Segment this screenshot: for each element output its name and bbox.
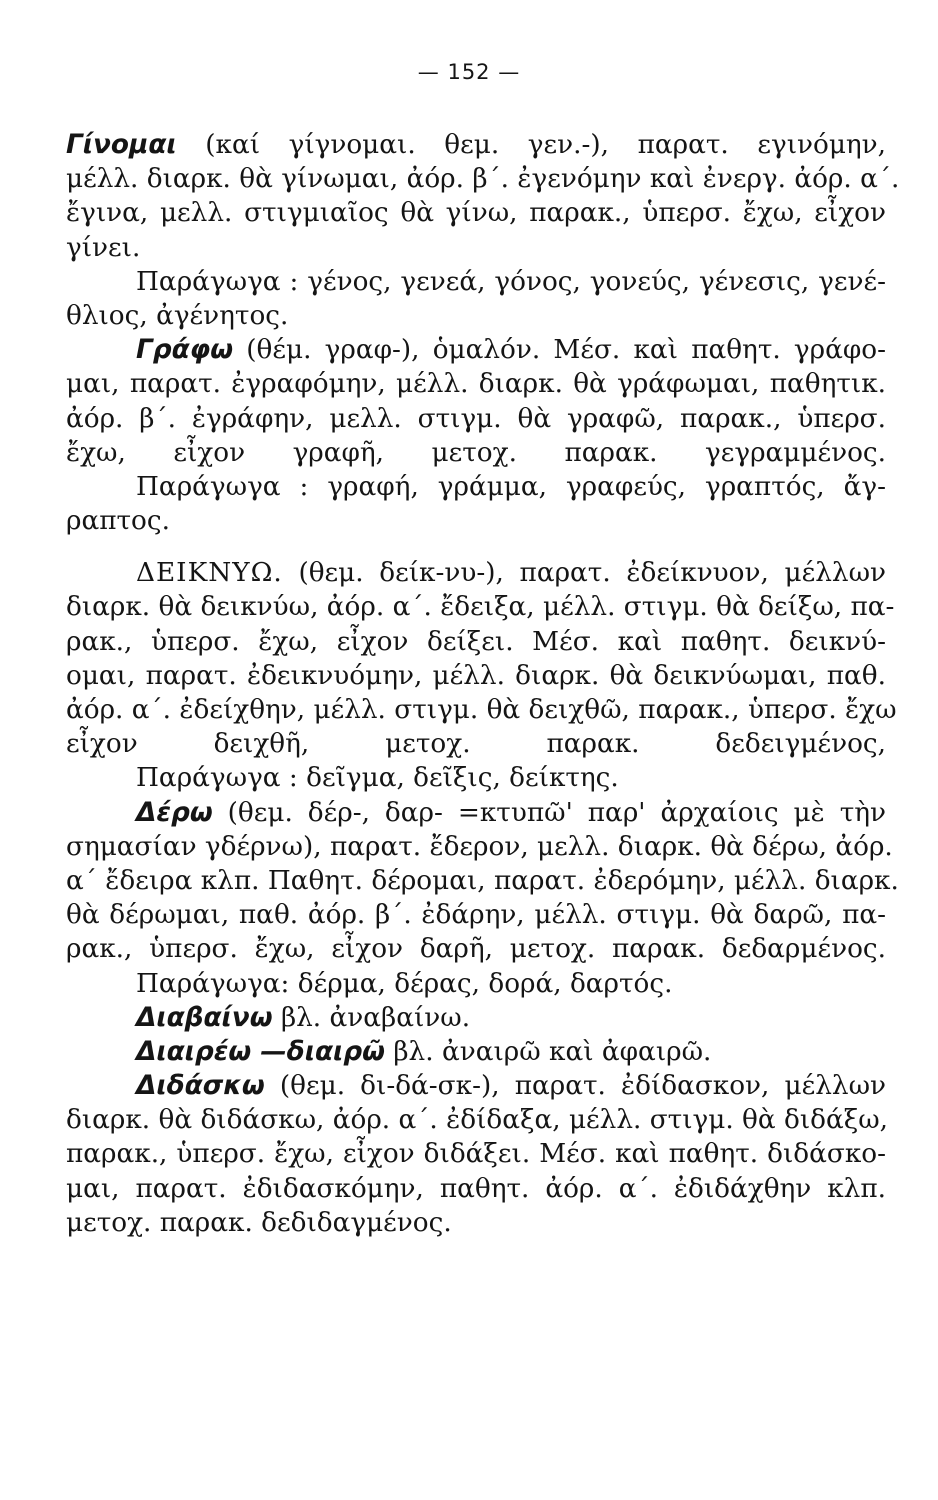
text-line	[66, 727, 886, 761]
headword: Διαβαίνω	[136, 1002, 273, 1033]
line-text: διαρκ. θὰ διδάσκω, ἀόρ. α΄. ἐδίδαξα, μέλλ. στιγμ. θὰ διδάξω,	[66, 1105, 889, 1136]
line-text: μέλλ. διαρκ. θὰ γίνωμαι, ἀόρ. β΄. ἐγενόμην καὶ ἐνεργ. ἀόρ. α΄.	[66, 164, 900, 195]
line-text: ἀόρ. β΄. ἐγράφην, μελλ. στιγμ. θὰ γραφῶ, παρακ., ὑπερσ.	[66, 403, 886, 434]
line-text: θὰ δέρωμαι, παθ. ἀόρ. β΄. ἐδάρην, μέλλ. στιγμ. θὰ δαρῶ, πα-	[66, 900, 886, 931]
line-text: εἶχον δειχθῆ, μετοχ. παρακ. δεδειγμένος,	[66, 729, 886, 760]
text-line	[66, 1206, 886, 1240]
line-text: Παράγωγα : δεῖγμα, δεῖξις, δείκτης.	[136, 763, 619, 794]
line-text: γίνει.	[66, 232, 141, 263]
text-line	[66, 162, 900, 196]
text-line	[66, 1103, 889, 1137]
line-text: ρακ., ὑπερσ. ἔχω, εἶχον δείξει. Μέσ. καὶ παθητ. δεικνύ-	[66, 626, 886, 657]
line-text: (καί γίγνομαι. θεμ. γεν.-), παρατ. εγινόμην,	[205, 130, 887, 160]
line-text: (θέμ. γραφ-), ὁμαλόν. Μέσ. καὶ παθητ. γράφο-	[246, 335, 886, 366]
text-line	[66, 625, 886, 659]
text-line	[66, 265, 886, 299]
text-line	[66, 128, 886, 162]
line-text: (θεμ. δέρ-, δαρ- =κτυπῶ' παρ' ἀρχαίοις μὲ τὴν	[227, 797, 887, 828]
text-line	[66, 556, 886, 590]
text-line	[66, 967, 886, 1001]
text-line	[66, 1001, 886, 1035]
line-text: Παράγωγα : γραφή, γράμμα, γραφεύς, γραπτός, ἄγ-	[136, 471, 886, 502]
text-line	[66, 402, 886, 436]
text-line	[66, 504, 886, 538]
text-line	[66, 1035, 886, 1069]
line-text: σημασίαν γδέρνω), παρατ. ἔδερον, μελλ. διαρκ. θὰ δέρω, ἀόρ.	[66, 831, 893, 862]
headword: Γίνομαι	[66, 130, 177, 160]
line-text: μετοχ. παρακ. δεδιδαγμένος.	[66, 1207, 452, 1238]
text-line	[66, 590, 895, 624]
text-line	[66, 898, 886, 932]
text-line	[66, 231, 886, 265]
line-text: μαι, παρατ. ἐγραφόμην, μέλλ. διαρκ. θὰ γράφωμαι, παθητικ.	[66, 369, 886, 400]
headword: Διδάσκω	[136, 1071, 265, 1102]
line-text: ἔγινα, μελλ. στιγμιαῖος θὰ γίνω, παρακ., ὑπερσ. ἔχω, εἶχον	[66, 198, 886, 229]
dictionary-entry	[66, 796, 899, 1001]
line-text: (θεμ. δείκ-νυ-), παρατ. ἐδείκνυον, μέλλων	[298, 558, 886, 589]
headword: Γράφω	[136, 335, 234, 366]
line-text: α΄ ἔδειρα κλπ. Παθητ. δέρομαι, παρατ. ἐδερόμην, μέλλ. διαρκ.	[66, 865, 899, 896]
text-line	[66, 470, 886, 504]
headword: Δέρω	[136, 797, 213, 828]
text-line	[66, 659, 886, 693]
line-text: μαι, παρατ. ἐδιδασκόμην, παθητ. ἀόρ. α΄. ἐδιδάχθην κλπ.	[66, 1173, 886, 1204]
text-line	[66, 1137, 886, 1171]
text-line	[66, 196, 886, 230]
headword-caps: ΔΕΙΚΝΥΩ.	[136, 558, 283, 589]
text-line	[66, 932, 886, 966]
text-line	[66, 796, 886, 830]
text-line	[66, 436, 886, 470]
line-text: διαρκ. θὰ δεικνύω, ἀόρ. α΄. ἔδειξα, μέλλ. στιγμ. θὰ δείξω, πα-	[66, 592, 895, 623]
text-line	[66, 367, 886, 401]
text-line	[66, 864, 899, 898]
text-line	[66, 693, 897, 727]
text-line	[66, 1069, 886, 1103]
line-text: ρακ., ὑπερσ. ἔχω, εἶχον δαρῆ, μετοχ. παρακ. δεδαρμένος.	[66, 934, 886, 965]
line-text: Παράγωγα: δέρμα, δέρας, δορά, δαρτός.	[136, 968, 673, 999]
page-number: — 152 —	[417, 60, 521, 84]
headword: Διαιρέω —διαιρῶ	[136, 1036, 385, 1067]
dictionary-entry	[66, 1069, 889, 1240]
text-line	[66, 1172, 886, 1206]
line-text: ἀόρ. α΄. ἐδείχθην, μέλλ. στιγμ. θὰ δειχθῶ, παρακ., ὑπερσ. ἔχω	[66, 695, 897, 725]
line-text: παρακ., ὑπερσ. ἔχω, εἶχον διδάξει. Μέσ. καὶ παθητ. διδάσκο-	[66, 1139, 886, 1170]
text-line	[66, 333, 886, 367]
text-line	[66, 299, 886, 333]
line-text: ομαι, παρατ. ἐδεικνυόμην, μέλλ. διαρκ. θὰ δεικνύωμαι, παθ.	[66, 660, 886, 691]
dictionary-entry	[66, 1001, 886, 1035]
entry-spacer	[66, 538, 886, 556]
line-text: βλ. ἀναβαίνω.	[280, 1002, 471, 1033]
dictionary-entry	[66, 1035, 886, 1069]
dictionary-entry	[66, 333, 886, 538]
line-text: ἔχω, εἶχον γραφῆ, μετοχ. παρακ. γεγραμμένος.	[66, 437, 886, 468]
line-text: Παράγωγα : γένος, γενεά, γόνος, γονεύς, γένεσις, γενέ-	[136, 266, 886, 297]
dictionary-text	[66, 128, 900, 1240]
text-line	[66, 830, 893, 864]
line-text: ραπτος.	[66, 506, 170, 537]
line-text: θλιος, ἀγένητος.	[66, 300, 289, 331]
dictionary-entry	[66, 556, 897, 795]
line-text: (θεμ. δι-δά-σκ-), παρατ. ἐδίδασκον, μέλλων	[279, 1071, 887, 1102]
line-text: βλ. ἀναιρῶ καὶ ἀφαιρῶ.	[393, 1036, 712, 1067]
text-line	[66, 761, 886, 795]
dictionary-entry	[66, 128, 900, 333]
